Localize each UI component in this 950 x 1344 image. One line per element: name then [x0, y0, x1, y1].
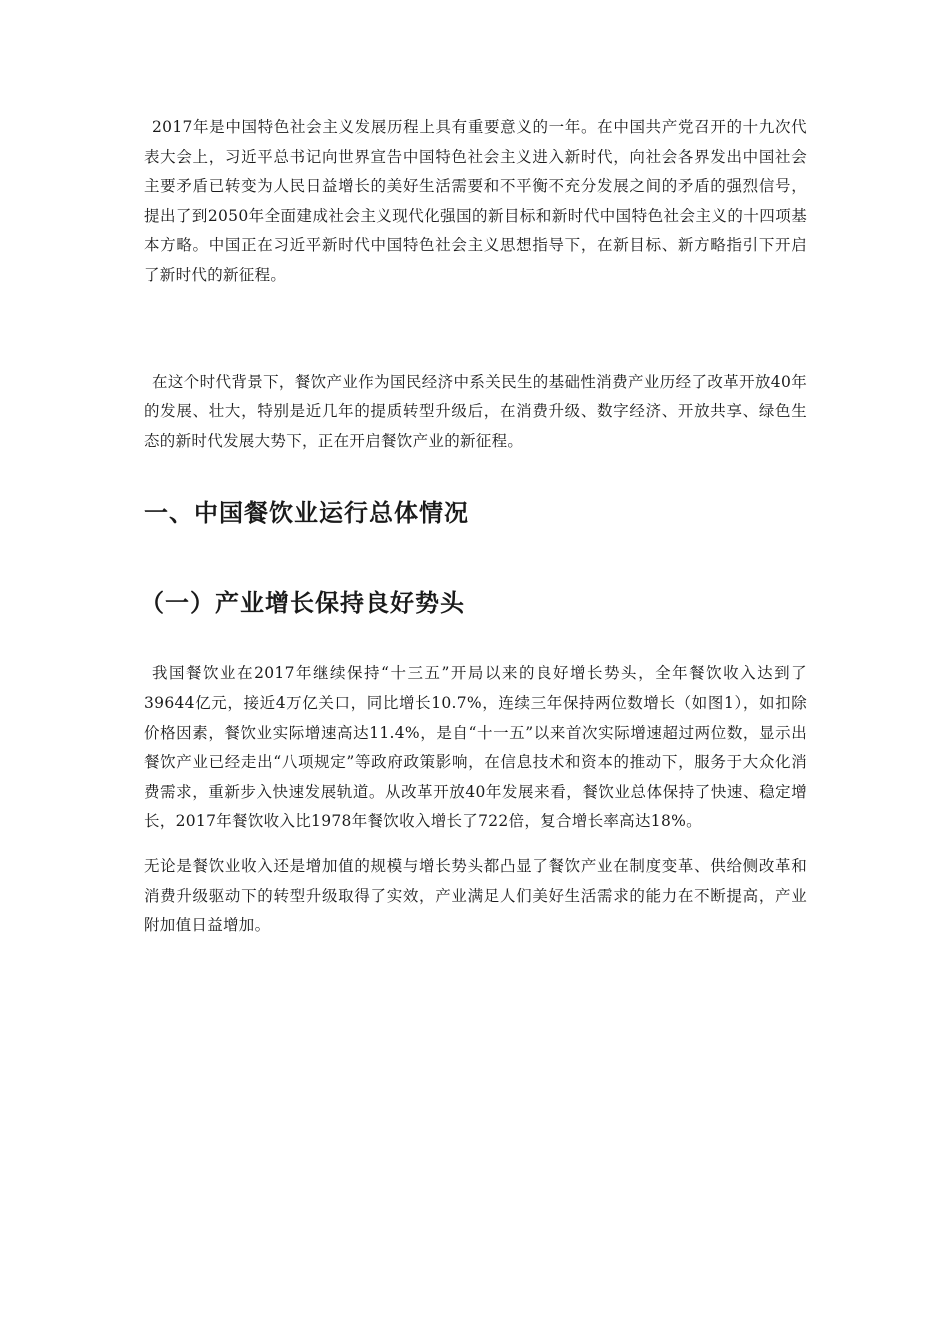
background-paragraph: 在这个时代背景下，餐饮产业作为国民经济中系关民生的基础性消费产业历经了改革开放40年的发展、壮大，特别是近几年的提质转型升级后，在消费升级、数字经济、开放共享、绿色生态的新时代发展大势下，正在开启餐饮产业的新征程。 [144, 372, 807, 450]
subsection-heading: （一）产业增长保持良好势头 [140, 589, 465, 618]
section-heading: 一、中国餐饮业运行总体情况 [144, 499, 469, 528]
document-page [140, 113, 807, 941]
growth-paragraph: 我国餐饮业在2017年继续保持“十三五”开局以来的良好增长势头，全年餐饮收入达到了39644亿元，接近4万亿关口，同比增长10.7%，连续三年保持两位数增长（如图1），如扣除价格因素，餐饮业实际增速高达11.4%，是自“十一五”以来首次实际增速超过两位数，显示出餐饮产业已经走出“八项规定”等政府政策影响，在信息技术和资本的推动下，服务于大众化消费需求，重新步入快速发展轨道。从改革开放40年发展来看，餐饮业总体保持了快速、稳定增长，2017年餐饮收入比1978年餐饮收入增长了722倍，复合增长率高达18%。 [144, 664, 807, 831]
summary-paragraph: 无论是餐饮业收入还是增加值的规模与增长势头都凸显了餐饮产业在制度变革、供给侧改革和消费升级驱动下的转型升级取得了实效，产业满足人们美好生活需求的能力在不断提高，产业附加值日益增加。 [144, 856, 807, 935]
intro-paragraph: 2017年是中国特色社会主义发展历程上具有重要意义的一年。在中国共产党召开的十九次代表大会上，习近平总书记向世界宣告中国特色社会主义进入新时代，向社会各界发出中国社会主要矛盾已转变为人民日益增长的美好生活需要和不平衡不充分发展之间的矛盾的强烈信号，提出了到2050年全面建成社会主义现代化强国的新目标和新时代中国特色社会主义的十四项基本方略。中国正在习近平新时代中国特色社会主义思想指导下，在新目标、新方略指引下开启了新时代的新征程。 [144, 118, 807, 284]
